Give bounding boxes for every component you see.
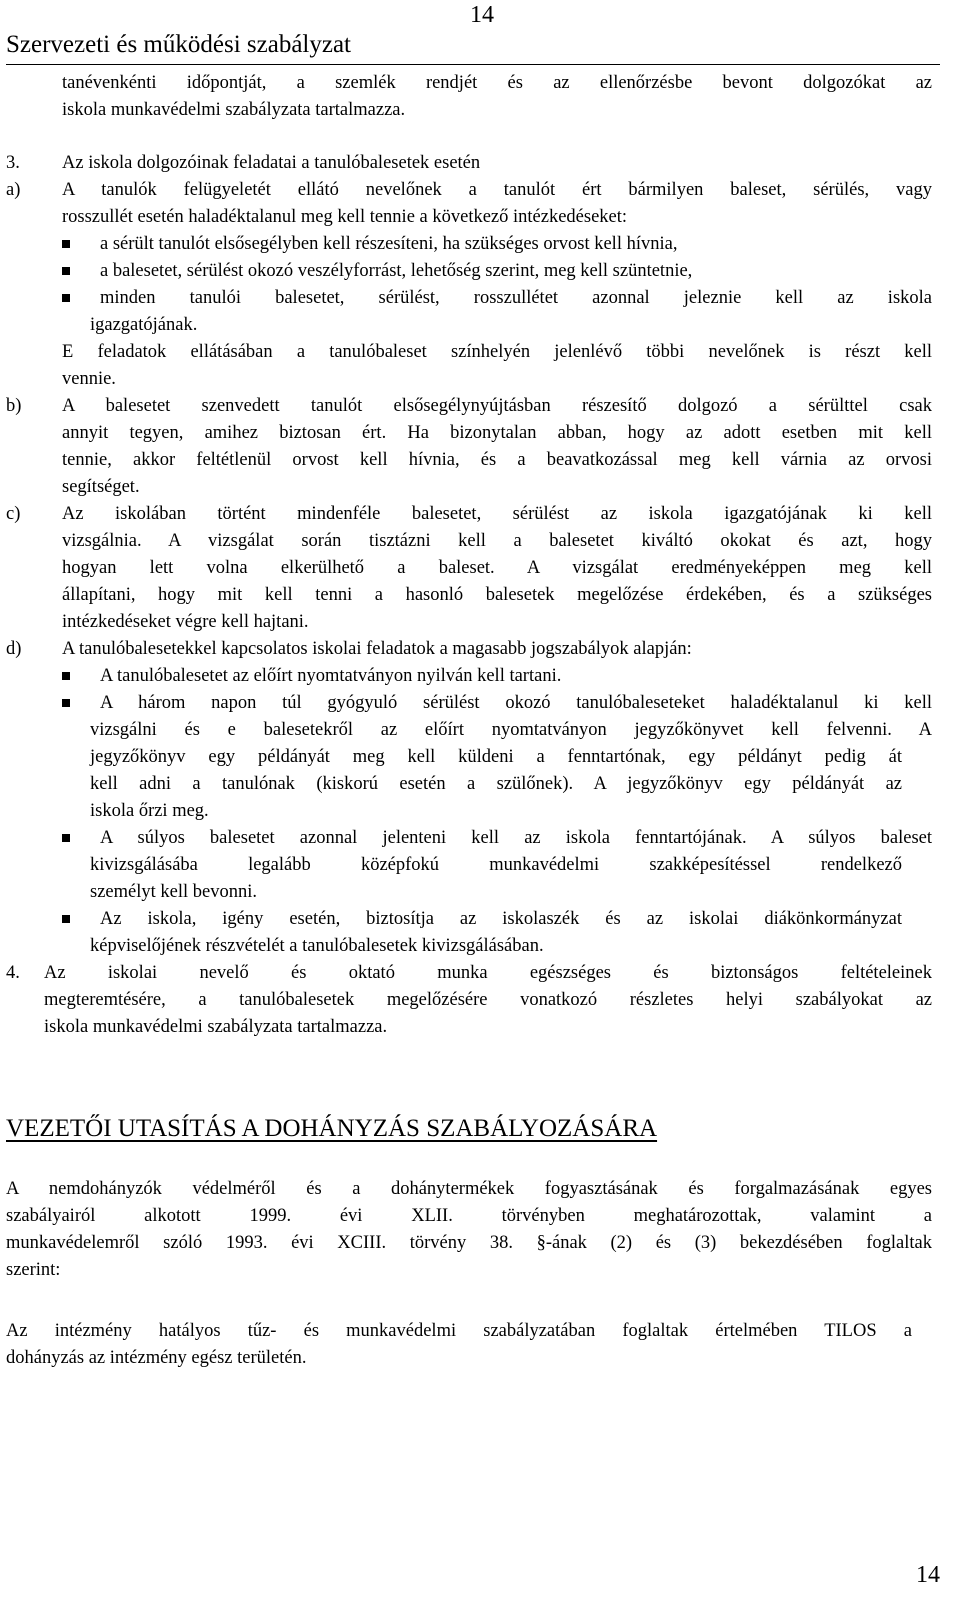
square-bullet-icon xyxy=(62,240,70,248)
sub-item-label: a) xyxy=(6,180,21,200)
list-number: 3. xyxy=(6,153,20,173)
paragraph-line: vennie. xyxy=(62,369,116,389)
bullet-text: A tanulóbalesetet az előírt nyomtatványon nyilván kell tartani. xyxy=(100,666,562,686)
paragraph-line: rosszullét esetén haladéktalanul meg kell tennie a következő intézkedéseket: xyxy=(62,207,628,227)
bullet-text: jegyzőkönyv egy példányát meg kell küldeni a fenntartónak, egy példányt pedig át xyxy=(90,747,902,767)
paragraph-line: Az intézmény hatályos tűz- és munkavédelmi szabályzatában foglaltak értelmében TILOS a xyxy=(6,1321,912,1341)
paragraph-line: megteremtésére, a tanulóbalesetek megelőzésére vonatkozó részletes helyi szabályokat az xyxy=(44,990,932,1010)
bullet-text: a balesetet, sérülést okozó veszélyforrást, lehetőség szerint, meg kell szüntetnie, xyxy=(100,261,693,281)
bullet-text: vizsgálni és e balesetekről az előírt nyomtatványon jegyzőkönyvet kell felvenni. A xyxy=(90,720,932,740)
paragraph-line: hogyan lett volna elkerülhető a baleset. A vizsgálat eredményeképpen meg kell xyxy=(62,558,932,578)
paragraph-line: Az iskolában történt mindenféle balesetet, sérülést az iskola igazgatójának ki kell xyxy=(62,504,932,524)
sub-item-label: b) xyxy=(6,396,22,416)
sub-item-label: d) xyxy=(6,639,22,659)
bullet-text: képviselőjének részvételét a tanulóbalesetek kivizsgálásában. xyxy=(90,936,544,956)
list-item-title: Az iskola dolgozóinak feladatai a tanulóbalesetek esetén xyxy=(62,153,481,173)
paragraph-line: segítséget. xyxy=(62,477,140,497)
bullet-text: Az iskola, igény esetén, biztosítja az iskolaszék és az iskolai diákönkormányzat xyxy=(100,909,902,929)
header-divider xyxy=(6,64,940,65)
bullet-text: kell adni a tanulónak (kiskorú esetén a szülőnek). A jegyzőkönyv egy példányát az xyxy=(90,774,902,794)
bullet-text: személyt kell bevonni. xyxy=(90,882,257,902)
paragraph-line: Az iskolai nevelő és oktató munka egészséges és biztonságos feltételeinek xyxy=(44,963,932,983)
bullet-text: A súlyos balesetet azonnal jelenteni kell az iskola fenntartójának. A súlyos baleset xyxy=(100,828,932,848)
bullet-text: igazgatójának. xyxy=(90,315,198,335)
paragraph-line: állapítani, hogy mit kell tenni a hasonló balesetek megelőzése érdekében, és a szükséges xyxy=(62,585,932,605)
paragraph-line: A tanulók felügyeletét ellátó nevelőnek a tanulót ért bármilyen baleset, sérülés, vagy xyxy=(62,180,932,200)
square-bullet-icon xyxy=(62,915,70,923)
square-bullet-icon xyxy=(62,267,70,275)
header-page-number: 14 xyxy=(470,2,494,28)
sub-item-label: c) xyxy=(6,504,21,524)
paragraph-line: A balesetet szenvedett tanulót elsősegélynyújtásban részesítő dolgozó a sérülttel csak xyxy=(62,396,932,416)
section-heading: VEZETŐI UTASÍTÁS A DOHÁNYZÁS SZABÁLYOZÁSÁRA xyxy=(6,1115,658,1142)
paragraph-line: munkavédelemről szóló 1993. évi XCIII. törvény 38. §-ának (2) és (3) bekezdésében foglaltak xyxy=(6,1233,932,1253)
paragraph-line: tennie, akkor feltétlenül orvost kell hívnia, és a beavatkozással meg kell várnia az orvosi xyxy=(62,450,932,470)
paragraph-line: A tanulóbalesetekkel kapcsolatos iskolai feladatok a magasabb jogszabályok alapján: xyxy=(62,639,692,659)
paragraph-line: szabályairól alkotott 1999. évi XLII. törvényben meghatározottak, valamint a xyxy=(6,1206,932,1226)
paragraph-line: tanévenkénti időpontját, a szemlék rendjét és az ellenőrzésbe bevont dolgozókat az xyxy=(62,73,932,93)
bullet-text: minden tanulói balesetet, sérülést, rosszullétet azonnal jeleznie kell az iskola xyxy=(100,288,932,308)
square-bullet-icon xyxy=(62,294,70,302)
paragraph-line: E feladatok ellátásában a tanulóbaleset színhelyén jelenlévő többi nevelőnek is részt kell xyxy=(62,342,932,362)
footer-page-number: 14 xyxy=(916,1562,940,1588)
square-bullet-icon xyxy=(62,834,70,842)
list-number: 4. xyxy=(6,963,20,983)
bullet-text: a sérült tanulót elsősegélyben kell részesíteni, ha szükséges orvost kell hívnia, xyxy=(100,234,678,254)
header-title: Szervezeti és működési szabályzat xyxy=(6,31,351,58)
square-bullet-icon xyxy=(62,672,70,680)
paragraph-line: iskola munkavédelmi szabályzata tartalmazza. xyxy=(44,1017,388,1037)
bullet-text: iskola őrzi meg. xyxy=(90,801,209,821)
bullet-text: A három napon túl gyógyuló sérülést okozó tanulóbaleseteket haladéktalanul ki kell xyxy=(100,693,932,713)
paragraph-line: intézkedéseket végre kell hajtani. xyxy=(62,612,309,632)
paragraph-line: dohányzás az intézmény egész területén. xyxy=(6,1348,307,1368)
paragraph-line: szerint: xyxy=(6,1260,61,1280)
square-bullet-icon xyxy=(62,699,70,707)
paragraph-line: iskola munkavédelmi szabályzata tartalmazza. xyxy=(62,100,406,120)
paragraph-line: A nemdohányzók védelméről és a dohánytermékek fogyasztásának és forgalmazásának egyes xyxy=(6,1179,932,1199)
paragraph-line: annyit tegyen, amihez biztosan ért. Ha bizonytalan abban, hogy az adott esetben mit kell xyxy=(62,423,932,443)
bullet-text: kivizsgálásába legalább középfokú munkavédelmi szakképesítéssel rendelkező xyxy=(90,855,902,875)
paragraph-line: vizsgálnia. A vizsgálat során tisztázni kell a balesetet kiváltó okokat és azt, hogy xyxy=(62,531,932,551)
